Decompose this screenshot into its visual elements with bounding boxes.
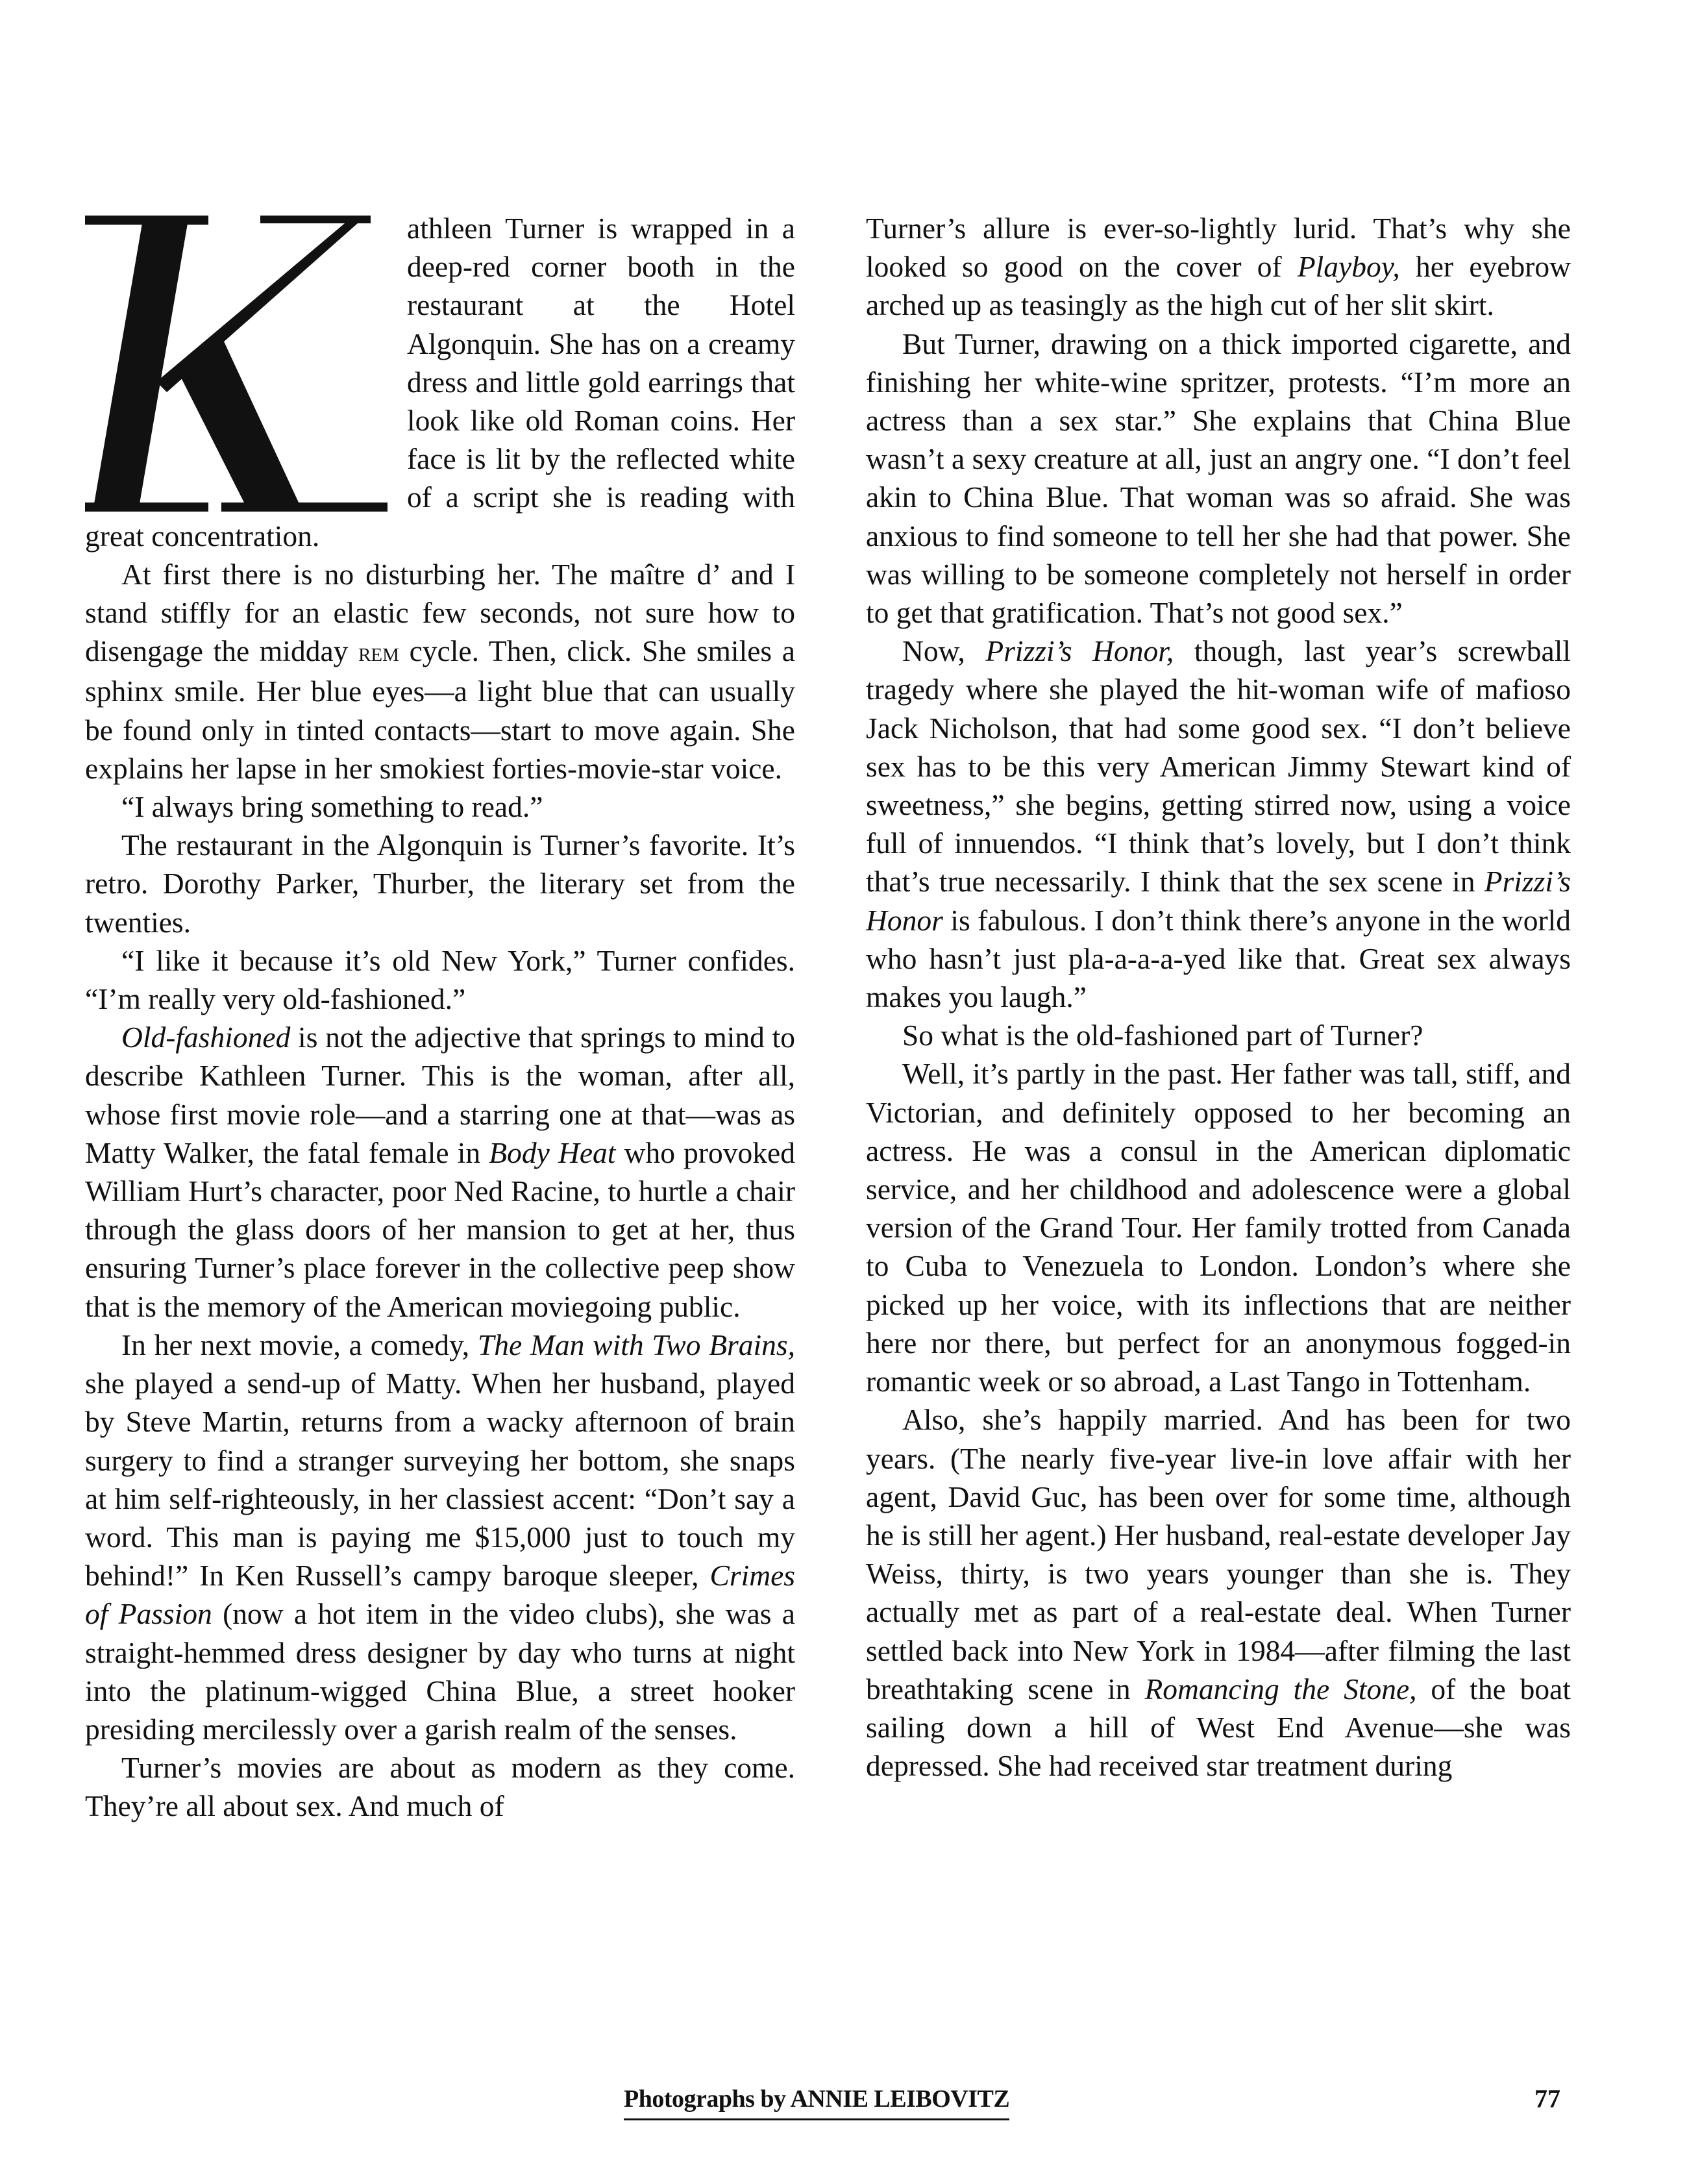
paragraph [85, 1326, 795, 1748]
paragraph [85, 1748, 795, 1825]
smallcaps-text: rem [358, 638, 399, 668]
paragraph-text: athleen Turner is wrapped in a deep-red corner booth in the restaurant at the Hotel Algonquin. She has on a creamy dress and little gold earrings that look like old Roman coins. Her face is lit by the reflected white of a script she is reading with great concentration. [85, 212, 795, 552]
text-run: So what is the old-fashioned part of Turner? [902, 1019, 1423, 1052]
text-run: is not the adjective that springs to mind to describe Kathleen Turner. This is the woman, after all, whose first movie role—and a starring one at that—was as Matty Walker, the fatal female in [85, 1021, 795, 1169]
opening-paragraph [85, 209, 795, 555]
italic-text: The Man with Two Brains, [477, 1328, 795, 1361]
text-run: Turner’s allure is ever-so-lightly lurid. That’s why she looked so good on the cover of [866, 212, 1571, 284]
left-column [85, 209, 795, 1826]
text-run: Also, she’s happily married. And has been for two years. (The nearly five-year live-in love affair with her agent, David Guc, has been over for some time, although he is still her agent.) Her husband, real-estate developer Jay Weiss, thirty, is two years younger than she is. They actually met as part of a real-estate deal. When Turner settled back into New York in 1984—after filming the last breathtaking scene in [866, 1403, 1571, 1706]
paragraph [866, 325, 1571, 632]
italic-text: Body Heat [489, 1135, 616, 1169]
text-run: Well, it’s partly in the past. Her father was tall, stiff, and Victorian, and definitely opposed to her becoming an actress. He was a consul in the American diplomatic service, and her childhood and adolescence were a global version of the Grand Tour. Her family trotted from Canada to Cuba to Venezuela to London. London’s where she picked up her voice, with its inflections that are neither here nor there, but perfect for an anonymous fogged-in romantic week or so abroad, a Last Tango in Tottenham. [866, 1057, 1571, 1398]
italic-text: Playboy, [1297, 250, 1400, 284]
photo-credit-text: Photographs by ANNIE LEIBOVITZ [624, 2085, 1010, 2113]
text-run: cycle. Then, click. She smiles a sphinx smile. Her blue eyes—a light blue that can usually be found only in tinted contacts—start to move again. She explains her lapse in her smokiest forties-movie-star voice. [85, 634, 795, 785]
paragraph [866, 1054, 1571, 1400]
text-run: her eyebrow arched up as teasingly as the high cut of her slit skirt. [866, 250, 1571, 322]
text-run: But Turner, drawing on a thick imported cigarette, and finishing her white-wine spritzer, protests. “I’m more an actress than a sex star.” She explains that China Blue wasn’t a sexy creature at all, just an angry one. “I don’t feel akin to China Blue. That woman was so afraid. She was anxious to find someone to tell her she had that power. She was willing to be someone completely not herself in order to get that gratification. That’s not good sex.” [866, 327, 1571, 630]
page-footer [0, 2085, 1687, 2124]
text-run: The restaurant in the Algonquin is Turner’s favorite. It’s retro. Dorothy Parker, Thurber, the literary set from the twenties. [85, 828, 795, 939]
paragraph [866, 632, 1571, 1016]
photo-credit [624, 2085, 1009, 2113]
text-run: though, last year’s screwball tragedy where she played the hit-woman wife of mafioso Jack Nicholson, that had some good sex. “I don’t believe sex has to be this very American Jimmy Stewart kind of sweetness,” she begins, getting stirred now, using a voice full of innuendos. “I think that’s lovely, but I don’t think that’s true necessarily. I think that the sex scene in [866, 634, 1571, 899]
italic-text: Crimes of Passion [85, 1559, 795, 1631]
text-run: of the boat sailing down a hill of West End Avenue—she was depressed. She had received star treatment during [866, 1672, 1571, 1783]
paragraph [85, 555, 795, 788]
paragraph [85, 788, 795, 826]
text-run: who provoked William Hurt’s character, poor Ned Racine, to hurtle a chair through the glass doors of her mansion to get at her, thus ensuring Turner’s place forever in the collective peep show that is the memory of the American moviegoing public. [85, 1135, 795, 1323]
page-number: 77 [1534, 2084, 1560, 2113]
italic-text: Prizzi’s Honor, [985, 634, 1174, 668]
text-run: is fabulous. I don’t think there’s anyone in the world who hasn’t just pla-a-a-a-yed like that. Great sex always makes you laugh.” [866, 903, 1571, 1014]
paragraph [866, 209, 1571, 325]
text-run: Now, [902, 634, 986, 668]
text-run: (now a hot item in the video clubs), she was a straight-hemmed dress designer by day who turns at night into the platinum-wigged China Blue, a street hooker presiding mercilessly over a garish realm of the senses. [85, 1597, 795, 1746]
right-column [866, 209, 1571, 1785]
credit-underline [624, 2118, 1009, 2120]
italic-text: Old-fashioned [121, 1021, 291, 1054]
paragraph [85, 941, 795, 1018]
text-run: she played a send-up of Matty. When her husband, played by Steve Martin, returns from a wacky afternoon of brain surgery to find a stranger surveying her bottom, she snaps at him self-righteously, in her classiest accent: “Don’t say a word. This man is paying me $15,000 just to touch my behind!” In Ken Russell’s campy baroque sleeper, [85, 1367, 795, 1593]
paragraph [85, 1018, 795, 1326]
paragraph [866, 1016, 1571, 1054]
drop-cap-k [85, 212, 388, 514]
paragraph [866, 1400, 1571, 1785]
italic-text: Prizzi’s Honor [866, 865, 1571, 937]
text-run: “I like it because it’s old New York,” Turner confides. “I’m really very old-fashioned.” [85, 943, 795, 1016]
text-run: Turner’s movies are about as modern as they come. They’re all about sex. And much of [85, 1751, 795, 1823]
italic-text: Romancing the Stone, [1144, 1672, 1417, 1706]
text-run: “I always bring something to read.” [121, 790, 543, 824]
text-run: At first there is no disturbing her. The maître d’ and I stand stiffly for an elastic few seconds, not sure how to disengage the midday [85, 557, 795, 668]
text-run: In her next movie, a comedy, [121, 1328, 478, 1361]
paragraph [85, 826, 795, 941]
drop-cap-k-glyph [85, 212, 388, 514]
